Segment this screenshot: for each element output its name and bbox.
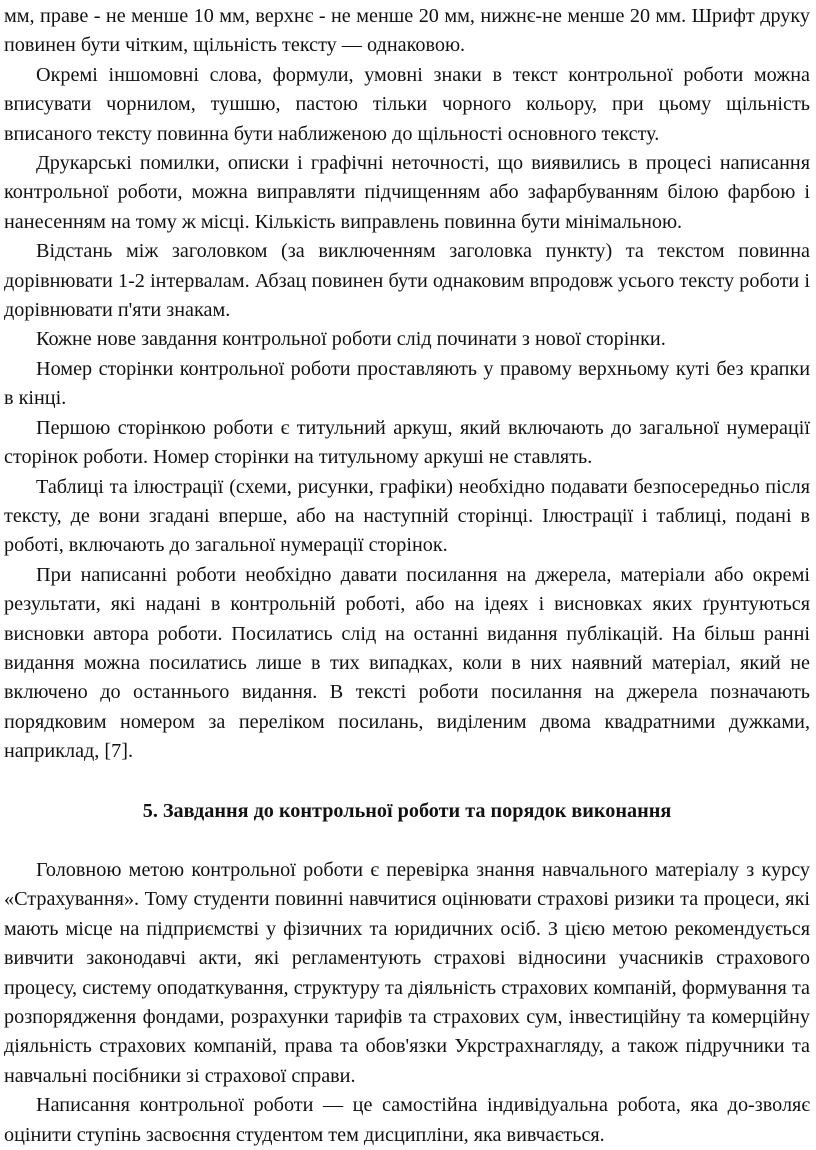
paragraph-tables: Таблиці та ілюстрації (схеми, рисунки, графіки) необхідно подавати безпосередньо після тексту, де вони згадані вперше, або на наступній сторінці. Ілюстрації і таблиці, подані в роботі, включають до загальної нумерації сторінок. — [4, 475, 810, 557]
section-heading: 5. Завдання до контрольної роботи та порядок виконання — [142, 799, 672, 822]
paragraph-independent-work: Написання контрольної роботи — це самостійна індивідуальна робота, яка до-зволяє оцінити ступінь засвоєння студентом тем дисципліни, яка вивчається. — [4, 1094, 810, 1146]
paragraph-title-page: Першою сторінкою роботи є титульний аркуш, який включають до загальної нумерації сторінок роботи. Номер сторінки на титульному аркуші не ставлять. — [4, 416, 810, 469]
paragraph-margins: мм, праве - не менше 10 мм, верхнє - не менше 20 мм, нижнє-не менше 20 мм. Шрифт друку повинен бути чітким, щільність тексту — однаковою. — [4, 5, 810, 57]
paragraph-page-number: Номер сторінки контрольної роботи проставляють у правому верхньому куті без крапки в кінці. — [4, 357, 810, 410]
paragraph-typos: Друкарські помилки, описки і графічні неточності, що виявились в процесі написання контрольної роботи, можна виправляти підчищенням або зафарбуванням білою фарбою і нанесенням на тому ж місці. Кількість виправлень повинна бути мінімальною. — [4, 152, 810, 233]
paragraph-foreign-words: Окремі іншомовні слова, формули, умовні знаки в текст контрольної роботи можна вписувати чорнилом, тушшю, пастою тільки чорного кольору, при цьому щільність вписаного тексту повинна бути наближеною до щільності основного тексту. — [4, 63, 810, 145]
paragraph-heading-spacing: Відстань між заголовком (за виключенням заголовка пункту) та текстом повинна дорівнювати 1-2 інтервалам. Абзац повинен бути однаковим впродовж усього тексту роботи і дорівнювати п'яти знакам. — [4, 240, 810, 322]
paragraph-references: При написанні роботи необхідно давати посилання на джерела, матеріали або окремі результати, які надані в контрольній роботі, або на ідеях і висновках яких ґрунтуються висновки автора роботи. Посилатись слід на останні видання публікацій. На більш ранні видання можна посилатись лише в тих випадках, коли в них наявний матеріал, який не включено до останнього видання. В тексті роботи посилання на джерела позначають порядковим номером за переліком посилань, виділеним двома квадратними дужками, наприклад, [7]. — [4, 563, 810, 763]
paragraph-main-goal: Головною метою контрольної роботи є перевірка знання навчального матеріалу з курсу «Страхування». Тому студенти повинні навчитися оцінювати страхові ризики та процеси, які мають місце на підприємстві у фізичних та юридичних осіб. З цією метою рекомендується вивчити законодавчі акти, які регламентують страхові відносини учасників страхового процесу, систему оподаткування, структуру та діяльність страхових компаній, формування та розпорядження фондами, розрахунки тарифів та страхових сум, інвестиційну та комерційну діяльність страхових компаній, права та обов'язки Укрстрахнагляду, а також підручники та навчальні посібники зі страхової справи. — [4, 858, 810, 1087]
paragraph-new-page: Кожне нове завдання контрольної роботи слід починати з нової сторінки. — [36, 328, 666, 351]
